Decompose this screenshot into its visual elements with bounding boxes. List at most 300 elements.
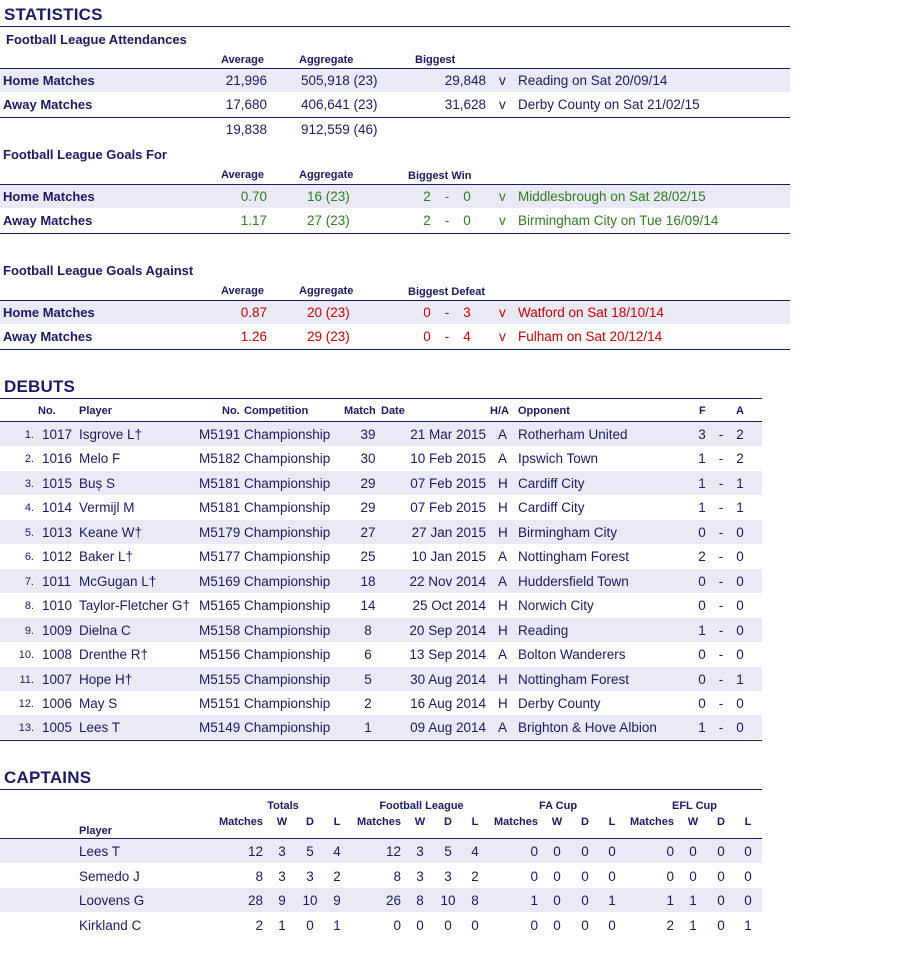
stat-value: 26 [385,893,401,908]
col-aggregate-header: Aggregate [299,54,354,66]
subcolumn-header: D [444,816,452,828]
opponent: Birmingham City [518,524,618,540]
score-dash: - [718,427,724,442]
stat-value: 2 [333,868,341,884]
subcolumn-header: Matches [219,816,264,828]
stat-value: 3 [416,844,424,859]
score-dash: - [718,720,724,736]
group-header: Totals [267,800,299,812]
divider [0,349,790,350]
score-for: 0 [698,524,706,540]
competition: Championship [244,573,331,589]
competition: Championship [244,671,331,687]
home-away: H [498,598,508,614]
match-count: 30 [360,451,376,467]
match-date: 09 Aug 2014 [410,720,486,736]
row-index: 8. [24,600,34,613]
score-against: 0 [463,189,471,204]
stat-value: 5 [306,844,314,859]
player-number: 1017 [42,427,73,442]
score-against: 2 [736,427,744,442]
opponent: Nottingham Forest [518,671,630,687]
aggregate-value: 27 (23) [307,213,350,228]
biggest-value: 29,848 [444,73,486,88]
match-detail: Middlesbrough on Sat 28/02/15 [518,189,706,204]
match-date: 07 Feb 2015 [410,500,486,516]
player-name: Vermijl M [79,500,135,516]
opponent: Brighton & Hove Albion [518,720,657,736]
stat-value: 0 [608,868,616,884]
player-name: Semedo J [79,868,140,884]
player-name: Buș S [79,475,116,491]
match-detail: Derby County on Sat 21/02/15 [518,97,700,112]
score-for: 0 [698,695,706,711]
opponent: Cardiff City [518,500,585,516]
stat-value: 9 [278,893,286,908]
stat-value: 0 [717,893,725,908]
competition: Championship [244,427,331,442]
score-for: 1 [698,475,706,491]
home-away: H [498,695,508,711]
average-value: 0.70 [240,189,267,204]
score-dash: - [718,622,724,638]
player-name: Lees T [79,720,121,736]
stat-value: 0 [553,893,561,908]
stat-value: 1 [333,917,341,933]
score-against: 1 [736,671,744,687]
debuts-title: DEBUTS [4,377,76,396]
home-away: H [498,671,508,687]
row-label: Home Matches [3,73,95,88]
stat-value: 0 [553,844,561,859]
score-against: 0 [736,549,744,565]
opponent: Bolton Wanderers [518,647,626,663]
row-index: 2. [24,453,34,466]
stat-value: 4 [471,844,479,859]
stat-value: 0 [444,917,452,933]
player-name: Drenthe R† [79,647,149,663]
player-number: 1012 [42,549,73,565]
match-date: 13 Sep 2014 [409,647,486,663]
average-value: 17,680 [225,97,267,112]
row-index: 4. [24,502,34,515]
score-against: 0 [736,647,744,663]
match-count: 1 [364,720,372,736]
aggregate-value: 20 (23) [307,305,350,320]
score-dash: - [718,573,724,589]
score-for: 0 [698,598,706,614]
match-date: 27 Jan 2015 [411,524,486,540]
player-name: Taylor-Fletcher G† [79,598,191,614]
score-for: 0 [423,305,431,320]
subcolumn-header: W [414,816,426,828]
score-against: 2 [736,451,744,467]
row-index: 1. [24,429,34,441]
home-away: A [498,427,508,442]
competition: Championship [244,549,331,565]
match-date: 10 Feb 2015 [410,451,486,467]
col-player-header: Player [79,825,113,837]
score-dash: - [718,549,724,565]
score-against: 0 [463,213,471,228]
player-name: Isgrove L† [79,427,143,442]
subcolumn-header: Matches [630,816,675,828]
score-for: 1 [698,451,706,467]
score-for: 1 [698,500,706,516]
competition: Championship [244,720,331,736]
stat-value: 1 [744,917,752,933]
col-competition-header: Competition [244,405,309,417]
stat-value: 0 [530,917,538,933]
player-name: Kirkland C [79,917,142,933]
stat-value: 0 [744,868,752,884]
match-date: 22 Nov 2014 [409,573,486,589]
stat-value: 28 [247,893,263,908]
subcolumn-header: D [306,816,314,828]
stat-value: 12 [247,844,263,859]
subcolumn-header: Matches [494,816,539,828]
score-for: 1 [698,720,706,736]
score-dash: - [718,475,724,491]
aggregate-value: 406,641 (23) [301,97,378,112]
player-number: 1008 [42,647,73,663]
match-date: 21 Mar 2015 [410,427,486,442]
home-away: A [498,720,508,736]
stat-value: 0 [553,868,561,884]
row-index: 5. [24,526,34,539]
competition: Championship [244,524,331,540]
match-number: M5149 [199,720,241,736]
match-count: 14 [360,598,376,614]
player-number: 1006 [42,695,73,711]
match-count: 8 [364,622,372,638]
match-number: M5169 [199,573,241,589]
col-ha-header: H/A [490,405,509,417]
match-date: 30 Aug 2014 [410,671,486,687]
subcolumn-header: D [581,816,589,828]
score-dash: - [718,647,724,663]
competition: Championship [244,500,331,516]
stat-value: 0 [530,868,538,884]
opponent: Huddersfield Town [518,573,629,589]
average-value: 0.87 [240,305,267,320]
player-number: 1016 [42,451,73,467]
col-match-header: Match [344,405,376,417]
competition: Championship [244,622,331,638]
group-header: EFL Cup [671,800,717,812]
goals-against-title: Football League Goals Against [3,263,194,278]
home-away: H [498,500,508,516]
opponent: Ipswich Town [518,451,599,467]
aggregate-value: 505,918 (23) [301,73,378,88]
score-against: 0 [736,524,744,540]
match-number: M5177 [199,549,241,565]
stat-value: 2 [471,868,479,884]
versus-label: v [499,73,506,88]
opponent: Rotherham United [518,427,628,442]
divider [0,233,790,234]
player-number: 1011 [42,573,72,589]
stat-value: 0 [666,844,674,859]
home-away: A [498,647,508,663]
stat-value: 3 [278,868,286,884]
biggest-value: 31,628 [444,97,486,112]
score-for: 1 [698,622,706,638]
subcolumn-header: L [744,816,752,828]
row-label: Away Matches [3,213,93,228]
versus-label: v [499,213,506,228]
score-against: 3 [463,305,471,320]
col-f-header: F [699,405,706,417]
player-number: 1015 [42,475,73,491]
stat-value: 8 [393,868,401,884]
col-average-header: Average [221,169,265,181]
stat-value: 2 [666,917,674,933]
stat-value: 12 [385,844,401,859]
average-value: 1.17 [240,213,267,228]
stat-value: 0 [744,844,752,859]
col-biggest-header: Biggest [415,54,456,66]
score-against: 0 [736,720,744,736]
score-for: 2 [423,189,431,204]
subcolumn-header: W [551,816,563,828]
group-header: Football League [379,800,464,812]
match-date: 20 Sep 2014 [409,622,486,638]
match-number: M5151 [199,695,241,711]
player-name: McGugan L† [79,573,157,589]
stat-value: 1 [608,893,616,908]
player-name: May S [79,695,118,711]
aggregate-value: 29 (23) [307,329,350,344]
competition: Championship [244,647,331,663]
col-aggregate-header: Aggregate [299,285,354,297]
stat-value: 1 [689,917,697,933]
stat-value: 0 [689,868,697,884]
match-number: M5179 [199,524,241,540]
stat-value: 1 [689,893,697,908]
stat-value: 0 [393,917,401,933]
match-date: 10 Jan 2015 [411,549,486,565]
match-date: 25 Oct 2014 [412,598,486,614]
col-average-header: Average [221,285,265,297]
stat-value: 10 [302,893,318,908]
stat-value: 1 [278,917,286,933]
stat-value: 0 [581,893,589,908]
row-index: 11. [19,673,34,686]
score-dash: - [444,189,450,204]
versus-label: v [499,189,506,204]
versus-label: v [499,97,506,112]
match-number: M5156 [199,647,241,663]
score-against: 0 [736,598,744,614]
competition: Championship [244,475,331,491]
score-for: 0 [698,647,706,663]
col-date-header: Date [381,405,405,417]
stat-value: 0 [717,917,725,933]
home-away: A [498,451,508,467]
stat-value: 3 [444,868,452,884]
score-against: 0 [736,573,744,589]
divider [0,26,790,27]
row-label: Home Matches [3,189,95,204]
score-dash: - [718,598,724,614]
score-dash: - [444,329,450,344]
match-number: M5181 [199,500,241,516]
col-player-header: Player [79,405,113,417]
player-number: 1010 [42,598,73,614]
opponent: Derby County [518,695,601,711]
score-for: 0 [423,329,431,344]
stat-value: 0 [471,917,479,933]
home-away: A [498,549,508,565]
divider [0,740,762,741]
row-index: 7. [24,575,34,588]
row-index: 13. [18,722,34,735]
col-match-no-header: No. [222,405,240,417]
stat-value: 0 [717,844,725,859]
average-value: 21,996 [225,73,267,88]
score-dash: - [444,305,450,320]
group-header: FA Cup [538,800,578,812]
col-a-header: A [736,405,744,417]
col-biggest-win-header: Biggest Win [408,170,472,182]
subcolumn-header: W [687,816,699,828]
attendances-title: Football League Attendances [6,32,187,47]
row-label: Home Matches [3,305,95,320]
row-index: 3. [24,477,34,490]
subcolumn-header: D [717,816,725,828]
player-name: Baker L† [79,549,134,565]
competition: Championship [244,451,331,467]
average-value: 1.26 [240,329,267,344]
stat-value: 0 [689,844,697,859]
player-name: Dielna C [79,622,131,638]
score-dash: - [718,695,724,711]
goals-for-title: Football League Goals For [3,147,167,162]
match-date: 07 Feb 2015 [410,475,486,491]
score-dash: - [718,500,724,516]
stat-value: 0 [581,917,589,933]
match-number: M5191 [199,427,241,442]
player-name: Hope H† [79,671,133,687]
stat-value: 8 [255,868,263,884]
stat-value: 0 [530,844,538,859]
stat-value: 0 [666,868,674,884]
row-index: 12. [18,697,34,710]
table-row-bg [0,69,790,92]
match-number: M5158 [199,622,241,638]
total-aggregate: 912,559 (46) [301,122,378,137]
score-dash: - [718,524,724,540]
match-number: M5181 [199,475,241,491]
opponent: Reading [518,622,569,638]
match-detail: Birmingham City on Tue 16/09/14 [518,213,719,228]
row-label: Away Matches [3,97,93,112]
player-name: Melo F [79,451,121,467]
stat-value: 3 [278,844,286,859]
player-name: Lees T [79,844,121,859]
stat-value: 3 [416,868,424,884]
stat-value: 5 [444,844,452,859]
table-row-bg [0,301,790,324]
score-for: 0 [698,573,706,589]
stat-value: 1 [666,893,674,908]
match-number: M5182 [199,451,241,467]
col-opponent-header: Opponent [518,405,570,417]
player-name: Keane W† [79,524,143,540]
stat-value: 8 [471,893,479,908]
match-number: M5155 [199,671,241,687]
home-away: A [498,573,508,589]
divider [0,398,762,399]
captains-title: CAPTAINS [4,768,92,787]
stat-value: 2 [255,917,263,933]
statistics-title: STATISTICS [4,5,103,24]
stat-value: 4 [333,844,341,859]
subcolumn-header: Matches [357,816,402,828]
match-count: 25 [360,549,376,565]
score-dash: - [444,213,450,228]
row-index: 9. [24,624,34,637]
player-number: 1013 [42,524,73,540]
score-for: 0 [698,671,706,687]
match-count: 5 [364,671,372,687]
subcolumn-header: L [471,816,479,828]
score-against: 0 [736,622,744,638]
stat-value: 9 [333,893,341,908]
versus-label: v [499,305,506,320]
subcolumn-header: W [276,816,288,828]
divider [0,117,790,118]
versus-label: v [499,329,506,344]
match-detail: Reading on Sat 20/09/14 [518,73,668,88]
opponent: Norwich City [518,598,594,614]
score-dash: - [718,671,724,687]
match-detail: Watford on Sat 18/10/14 [518,305,664,320]
row-index: 6. [24,551,34,564]
score-against: 1 [736,475,744,491]
col-aggregate-header: Aggregate [299,169,354,181]
match-date: 16 Aug 2014 [410,695,486,711]
score-against: 4 [463,329,471,344]
player-number: 1007 [42,671,73,687]
match-number: M5165 [199,598,241,614]
col-biggest-defeat-header: Biggest Defeat [408,286,486,298]
score-dash: - [718,451,724,467]
competition: Championship [244,695,331,711]
row-index: 10. [18,649,34,662]
stat-value: 0 [608,844,616,859]
score-for: 3 [698,427,706,442]
row-label: Away Matches [3,329,93,344]
match-count: 29 [360,475,376,491]
stat-value: 3 [306,868,314,884]
player-number: 1009 [42,622,73,638]
player-number: 1005 [42,720,73,736]
stat-value: 8 [416,893,424,908]
aggregate-value: 16 (23) [307,189,350,204]
score-against: 1 [736,500,744,516]
match-detail: Fulham on Sat 20/12/14 [518,329,663,344]
player-name: Loovens G [79,893,145,908]
stat-value: 1 [530,893,538,908]
competition: Championship [244,598,331,614]
match-count: 2 [364,695,372,711]
stat-value: 0 [717,868,725,884]
total-average: 19,838 [225,122,267,137]
stat-value: 0 [744,893,752,908]
opponent: Nottingham Forest [518,549,630,565]
